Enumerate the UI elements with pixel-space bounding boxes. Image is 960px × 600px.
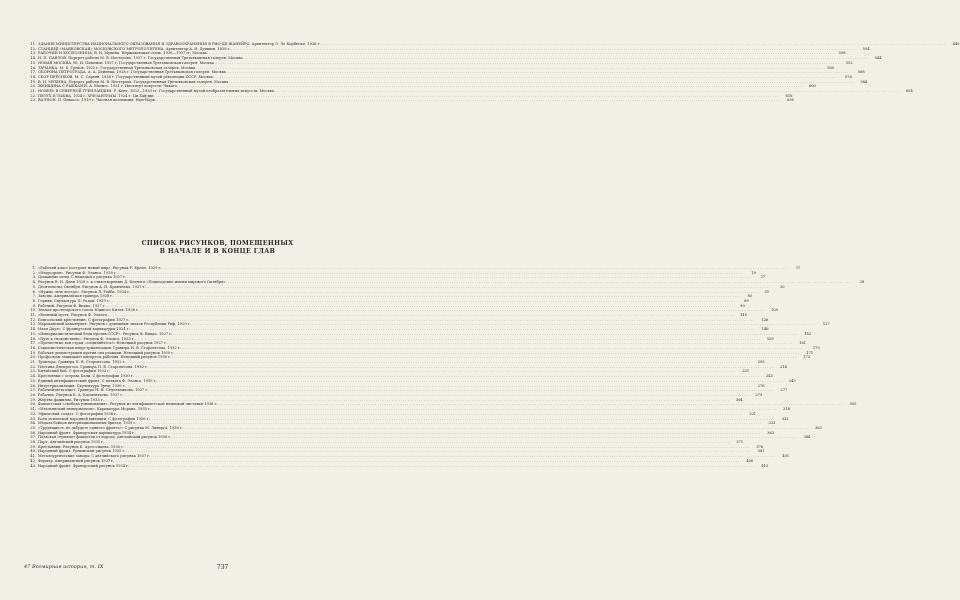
item-number: 12. bbox=[30, 46, 36, 51]
item-text: Жертва фашизма. Рисунок 1933 г. bbox=[38, 397, 104, 402]
item-number: 16. bbox=[30, 65, 36, 70]
item-text: «Прелестные вон стран, соединяйтесь!» Немецкий рисунок 1927 г. bbox=[38, 341, 168, 346]
item-page: 249 bbox=[788, 378, 796, 383]
item-page: 332 bbox=[781, 416, 789, 421]
page-footer bbox=[24, 564, 421, 570]
item-number: 22. bbox=[30, 364, 36, 369]
item-number: 3. bbox=[32, 275, 36, 280]
item-text: Значок пролетарского союза Южного Китая. 1928 г. bbox=[38, 308, 140, 313]
item-text: «Нужно лечь всегда». Рисунок Л. Рейба. 1924 г. bbox=[38, 289, 131, 294]
item-number: 40. bbox=[30, 449, 36, 454]
item-number: 12. bbox=[30, 317, 36, 322]
item-page: 316 bbox=[783, 407, 791, 412]
item-page: 604 bbox=[905, 89, 913, 94]
item-text: «Рабочий класс построит новый мир». Рисунок Р. Брене. 1929 г. bbox=[38, 266, 162, 270]
item-number: 9. bbox=[32, 303, 36, 308]
item-page: 51 bbox=[764, 289, 770, 294]
item-text: «Индустрия». Рисунок Ф. Эланса. 1928 г. bbox=[38, 270, 117, 275]
item-number: 28. bbox=[30, 392, 36, 397]
item-text: ЗДАНИЕ МИНИСТЕРСТВА НАЦИОНАЛЬНОГО ОБРАЗОВАНИЯ И ЗДРАВООХРАНЕНИЯ В РИО-ДЕ-ЖАНЕЙРО. Архитектор Э. Ле Корбюзье. 1936 г. bbox=[38, 42, 321, 46]
item-page: 305 bbox=[849, 402, 857, 407]
item-page: 568 bbox=[857, 70, 865, 75]
item-page: 243 bbox=[765, 374, 773, 379]
list-item bbox=[24, 98, 794, 103]
item-page: 371 bbox=[736, 440, 744, 445]
item-number: 19. bbox=[30, 350, 36, 355]
item-page: 90 bbox=[740, 303, 745, 308]
item-page: 376 bbox=[756, 444, 764, 449]
item-page: 221 bbox=[742, 369, 750, 374]
item-number: 8. bbox=[32, 298, 36, 303]
item-text: Домашние печи. С немецкого рисунка 1927 г. bbox=[38, 275, 127, 280]
illustrations-list bbox=[24, 266, 865, 468]
heading-line-1: СПИСОК РИСУНКОВ, ПОМЕЩЕННЫХ bbox=[141, 240, 294, 247]
item-number: 18. bbox=[30, 74, 36, 79]
item-text: Металлургические заводы. С английского рисунка 1937 г. bbox=[38, 454, 151, 459]
item-page: 173 bbox=[803, 355, 811, 360]
item-number: 41. bbox=[30, 454, 36, 459]
color-plates-list bbox=[24, 42, 960, 103]
item-text: Десятилетие Октября. Рисунок А. И. Кравченко. 1927 г. bbox=[38, 284, 146, 289]
item-text: Заводы. Американская гравюра 1928 г. bbox=[38, 294, 114, 299]
item-text: Польская серпянет фашистов от народа. Английский рисунок 1936 г. bbox=[38, 435, 172, 440]
item-page: 159 bbox=[766, 336, 774, 341]
item-number: 38. bbox=[30, 440, 36, 445]
item-page: 30 bbox=[780, 284, 785, 289]
item-text: Трактора. Гравюра П. В. Старонесова. 1932 г. bbox=[38, 360, 126, 365]
item-text: И. П. ПАВЛОВ. Портрет работы М. В. Нестерова. 1937 г. Государственная Третьяковская галерея. Москва bbox=[38, 56, 243, 61]
item-number: 7. bbox=[32, 294, 36, 299]
leader-dots bbox=[155, 98, 780, 103]
item-page: 161 bbox=[799, 341, 807, 346]
item-page: 127 bbox=[822, 322, 830, 327]
item-text: «Империалистический блок против СССР». Рисунок Ф. Вицко. 1927 г. bbox=[38, 331, 173, 336]
item-text: В. И. МУХИНА. Портрет работы М. В. Нестерова. Государственная Третьяковская галерея. Москва bbox=[38, 79, 229, 84]
item-page: 552 bbox=[845, 60, 853, 65]
item-number: 35. bbox=[30, 425, 36, 430]
item-page: 321 bbox=[749, 411, 757, 416]
item-page: 406 bbox=[746, 458, 754, 463]
item-text: НОВАЯ МОСКВА. Ю. И. Пименов. 1937 г. Государственная Третьяковская галерея. Москва bbox=[38, 60, 214, 65]
item-number: 42. bbox=[30, 458, 36, 463]
item-page: 304 bbox=[735, 397, 743, 402]
item-page: 504 bbox=[862, 46, 870, 51]
item-text: Рабочий. Рисунок Ф. Вицко. 1927 г. bbox=[38, 303, 106, 308]
item-page: 544 bbox=[874, 56, 882, 61]
item-text: Социалистическая индустриализация. Гравюра Н. В. Старонесова. 1932 г. bbox=[38, 345, 181, 350]
item-page: 381 bbox=[757, 449, 765, 454]
item-text: Илан Дауэс. С французской карикатуры 1924 г. bbox=[38, 327, 130, 332]
item-text: Профсоюзы защищают интересы рабочих. Немецкий рисунок 1930 г. bbox=[38, 355, 172, 360]
item-number: 14. bbox=[30, 327, 36, 332]
item-number: 17. bbox=[30, 70, 36, 75]
item-text: СТАНЦИЯ «МАЯКОВСКАЯ» МОСКОВСКОГО МЕТРОПОЛИТЕНА. Архитектор А. Н. Душкин. 1938 г. bbox=[38, 46, 231, 51]
item-page: 205 bbox=[757, 360, 765, 365]
item-text: Мароканский кавалерист. Рисунок с денежных знаков Республики Риф. 1929 г. bbox=[38, 322, 191, 327]
item-page: 152 bbox=[804, 331, 812, 336]
item-text: Народный фронт. Французская карикатура 1934 г. bbox=[38, 430, 136, 435]
item-number: 17. bbox=[30, 341, 36, 346]
item-text: Боец испанской народной милиции. С фотографии 1936 г. bbox=[38, 416, 150, 421]
item-text: Рабочая демонстрация против сил реакции. Немецкий рисунок 1930 г. bbox=[38, 350, 175, 355]
item-number: 18. bbox=[30, 345, 36, 350]
item-number: 26. bbox=[30, 383, 36, 388]
item-text: «Военный пусть. Рисунок Ф. Эланса. bbox=[38, 313, 109, 318]
item-number: 20. bbox=[30, 355, 36, 360]
item-number: 32. bbox=[30, 411, 36, 416]
item-number: 23. bbox=[30, 369, 36, 374]
item-text: Крестьянки с острова Бали. С фотографии 1930 г. bbox=[38, 374, 134, 379]
item-number: 34. bbox=[30, 421, 36, 426]
item-number: 13. bbox=[30, 51, 36, 56]
item-number: 37. bbox=[30, 435, 36, 440]
item-page: 171 bbox=[806, 350, 814, 355]
item-page: 363 bbox=[814, 425, 822, 430]
item-number: 19. bbox=[30, 79, 36, 84]
item-text: ЖЕНЩИНА С РЫБКАМИ. А. Матисс. 1921 г. Институт искусств. Чикаго bbox=[38, 84, 177, 89]
item-number: 36. bbox=[30, 430, 36, 435]
item-number: 21. bbox=[30, 89, 36, 94]
item-number: 4. bbox=[32, 280, 36, 285]
item-page: 413 bbox=[761, 463, 769, 468]
item-page: 364 bbox=[803, 435, 811, 440]
item-number: 15. bbox=[30, 60, 36, 65]
item-number: 25. bbox=[30, 378, 36, 383]
item-page: 560 bbox=[827, 65, 835, 70]
item-text: Народный фронт. Румынский рисунок 1935 г. bbox=[38, 449, 126, 454]
item-page: 277 bbox=[780, 388, 788, 393]
item-number: 30. bbox=[30, 402, 36, 407]
item-number: 11. bbox=[30, 42, 36, 46]
item-number: 2. bbox=[32, 270, 36, 275]
item-page: 508 bbox=[838, 51, 846, 56]
item-page: 616 bbox=[785, 93, 793, 98]
item-page: 146 bbox=[761, 327, 769, 332]
item-text: Единый антифашистский фронт. С плаката Ф. Эланса. 1935 г. bbox=[38, 378, 157, 383]
item-text: «Трудящиеся, не забудьте единого фронта!» С рисунка М. Линерга. 1938 г. bbox=[38, 425, 183, 430]
item-page: 110 bbox=[740, 313, 747, 318]
item-page: 17 bbox=[795, 266, 801, 270]
item-number: 33. bbox=[30, 416, 36, 421]
item-number: 16. bbox=[30, 336, 36, 341]
item-text: Китайский бой. С фотографии 1932 г. bbox=[38, 369, 111, 374]
item-number: 6. bbox=[32, 289, 36, 294]
item-number: 15. bbox=[30, 331, 36, 336]
list-item bbox=[24, 463, 769, 469]
footer-signature: 47 Всемирная история, т. IX bbox=[24, 564, 104, 570]
item-page: 170 bbox=[812, 345, 820, 350]
item-number: 1. bbox=[32, 266, 36, 270]
item-page: 440 bbox=[952, 42, 960, 46]
item-page: 85 bbox=[747, 294, 753, 299]
item-page: 279 bbox=[755, 392, 763, 397]
item-page: 27 bbox=[760, 275, 766, 280]
item-number: 14. bbox=[30, 56, 36, 61]
heading-line-2: В НАЧАЛЕ И В КОНЦЕ ГЛАВ bbox=[159, 248, 276, 255]
item-page: 89 bbox=[744, 298, 749, 303]
item-number: 39. bbox=[30, 444, 36, 449]
item-page: 401 bbox=[782, 454, 790, 459]
item-page: 214 bbox=[780, 364, 787, 369]
item-text: РАБОЧИЙ И КОЛХОЗНИЦА. В. И. Мухина. Нержавеющая сталь. 1936—1937 гг. Москва bbox=[38, 51, 207, 56]
item-page: 363 bbox=[767, 430, 775, 435]
item-text: ОБОРОНА ПЕТРОГРАДА. А. А. Дейнека. 1928 г. Государственная Третьяковская галерея. Москва bbox=[38, 70, 226, 75]
item-text: Медаль бойцов интернациональных бригад. 1939 г. bbox=[38, 421, 137, 426]
item-text: СБОР ПЕРСИКОВ. М. С. Сарьян. 1938 г. Государственный музей революции СССР. Москва bbox=[38, 74, 213, 79]
item-page: 584 bbox=[860, 79, 868, 84]
item-page: 126 bbox=[761, 317, 769, 322]
item-text: Порт. Английский рисунок 1935 г. bbox=[38, 440, 105, 445]
item-text: Рисунок В. Н. Дени 1928 г. к стихотворению Д. Бедного «Подкладские имени мирового Октября» bbox=[38, 280, 226, 285]
item-number: 27. bbox=[30, 388, 36, 393]
leader-dots bbox=[129, 464, 754, 469]
item-page: 576 bbox=[844, 74, 852, 79]
item-text: Эфиопский солдат. С фотографии 1936 г. bbox=[38, 411, 118, 416]
item-text: «Путь к спокойствию». Рисунок Ф. Эланса. 1933 г. bbox=[38, 336, 135, 341]
item-page: 19 bbox=[751, 270, 756, 275]
item-number: 5. bbox=[32, 284, 36, 289]
item-page: 600 bbox=[808, 84, 816, 89]
item-number: 24. bbox=[30, 374, 36, 379]
item-text: Народный фронт. Французский рисунок 1934 г. bbox=[38, 463, 130, 468]
item-text: Рабочие. Рисунок К. А. Клементьева. 1937 г. bbox=[38, 392, 124, 397]
item-text: Горняк. Скульптура П. Радаи. 1929 г. bbox=[38, 298, 110, 303]
item-number: 21. bbox=[30, 360, 36, 365]
item-number: 20. bbox=[30, 84, 36, 89]
item-page: 28 bbox=[859, 280, 865, 285]
list-heading bbox=[0, 240, 435, 256]
item-number: 23. bbox=[30, 98, 36, 103]
item-page: 276 bbox=[757, 383, 765, 388]
item-text: Фермер. Американский рисунок 1937 г. bbox=[38, 458, 115, 463]
item-number: 22. bbox=[30, 93, 36, 98]
item-text: «Итальянский империализм». Карикатура Морана. 1935 г. bbox=[38, 407, 152, 412]
item-text: Индустриализация. Скульптура Эрни. 1930 г. bbox=[38, 383, 126, 388]
item-text: НОЯБРЬ В СЕВЕРНОЙ ГРЕНЛАНДИИ. Р. Кент. 1932—1933 гг. Государственный музей изобразительных искусств. Москва bbox=[38, 89, 274, 94]
item-text: ТАЧАНКА. М. Б. Греков. 1925 г. Государственная Третьяковская галерея. Москва bbox=[38, 65, 196, 70]
item-text: Бенгальский крестьянин. С фотографии 1927 г. bbox=[38, 317, 130, 322]
item-text: Плотина Днепрогэса. Гравюра П. В. Старонесова. 1932 г. bbox=[38, 364, 148, 369]
item-page: 636 bbox=[786, 98, 794, 103]
item-number: 10. bbox=[30, 308, 36, 313]
item-number: 31. bbox=[30, 407, 36, 412]
item-page: 109 bbox=[771, 308, 778, 313]
item-number: 29. bbox=[30, 397, 36, 402]
item-text: ВАЛНОН. П. Пикассо. 1919 г. Частная коллекция. Нью-Йорк bbox=[38, 98, 155, 103]
item-text: Крестьянин. Рисунок Б. Аугессицева. 1930 г. bbox=[38, 444, 125, 449]
item-page: 333 bbox=[768, 421, 776, 426]
item-text: ПЕТУХ И ТЫКВА. 1924 г. ХРИЗАНТЕМЫ. 1924 г. Ци Бай-ши bbox=[38, 93, 154, 98]
item-text: Фашистская «свобода узникования». Рисунок из антифашистской немецкой листовки 1936 г. bbox=[38, 402, 218, 407]
item-text: Рабочий-металлист. Гравюра Н. Н. Седельникова. 1937 г. bbox=[38, 388, 149, 393]
item-number: 43. bbox=[30, 463, 36, 468]
item-number: 11. bbox=[30, 313, 36, 318]
page-number: 737 bbox=[216, 564, 229, 571]
item-number: 13. bbox=[30, 322, 36, 327]
